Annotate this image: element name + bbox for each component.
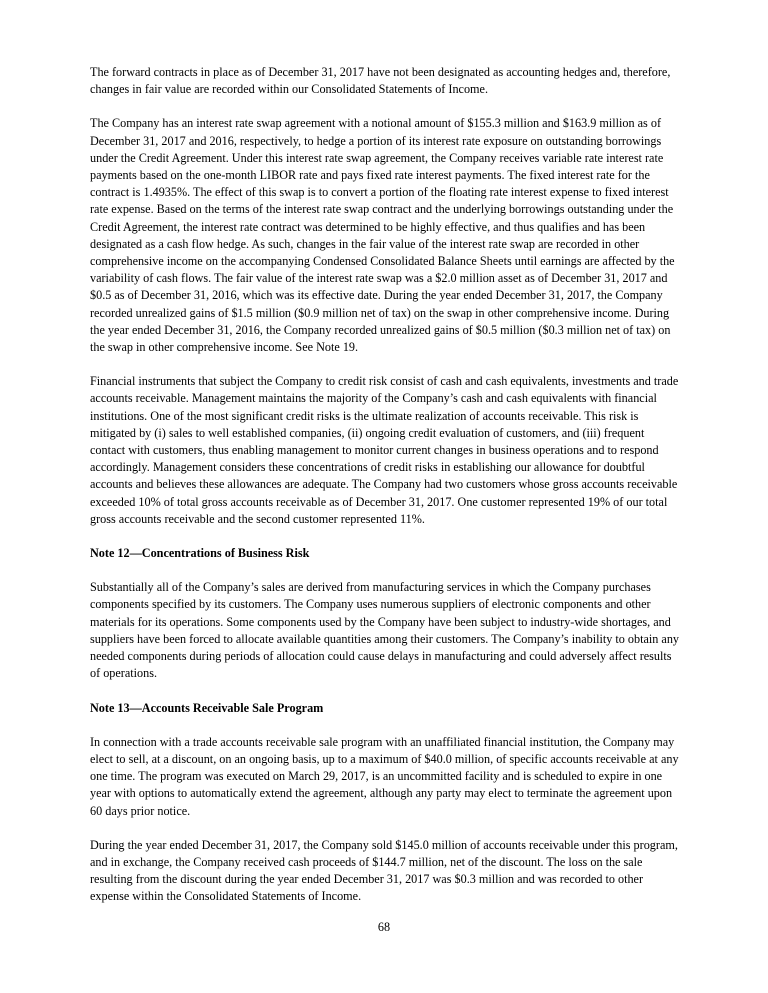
- page-number: 68: [377, 920, 391, 934]
- heading-note-13-accounts-receivable-sale-program: Note 13—Accounts Receivable Sale Program: [90, 700, 324, 715]
- paragraph-credit-risk-concentration: Financial instruments that subject the Company to credit risk consist of cash and cash equivalents, investments and trade accounts receivable. Management maintains the majority of the Company’s cash and cash equivalents with financial institutions. One of the most significant credit risks is the ultimate realization of accounts receivable. This risk is mitigated by (i) sales to well established companies, (ii) ongoing credit evaluation of customers, and (iii) frequent contact with customers, thus enabling management to monitor current changes in business operations and to respond accordingly. Management considers these concentrations of credit risks in establishing our allowance for doubtful accounts and believes these allowances are adequate. The Company had two customers whose gross accounts receivable exceeded 10% of total gross accounts receivable as of December 31, 2017. One customer represented 19% of our total gross accounts receivable and the second customer represented 11%.: [90, 374, 679, 526]
- paragraph-note-13-sales-activity: During the year ended December 31, 2017, the Company sold $145.0 million of accounts receivable under this program, and in exchange, the Company received cash proceeds of $144.7 million, net of the discount. The loss on the sale resulting from the discount during the year ended December 31, 2017 was $0.3 million and was recorded to other expense within the Consolidated Statements of Income.: [90, 837, 678, 904]
- paragraph-note-12-body: Substantially all of the Company’s sales are derived from manufacturing services in which the Company purchases components specified by its customers. The Company uses numerous suppliers of electronic components and other materials for its operations. Some components used by the Company have been subject to industry-wide shortages, and suppliers have been forced to allocate available quantities among their customers. The Company’s inability to obtain any needed components during periods of allocation could cause delays in manufacturing and could adversely affect results of operations.: [90, 580, 680, 681]
- paragraph-note-13-program-terms: In connection with a trade accounts receivable sale program with an unaffiliated financial institution, the Company may elect to sell, at a discount, on an ongoing basis, up to a maximum of $40.0 million, of specific accounts receivable at any one time. The program was executed on March 29, 2017, is an uncommitted facility and is scheduled to expire in one year with options to automatically extend the agreement, although any party may elect to terminate the agreement upon 60 days prior notice.: [90, 734, 679, 818]
- heading-note-12-concentrations-of-business-risk: Note 12—Concentrations of Business Risk: [90, 546, 310, 561]
- paragraph-forward-contracts: The forward contracts in place as of December 31, 2017 have not been designated as accounting hedges and, therefore, changes in fair value are recorded within our Consolidated Statements of Income.: [90, 65, 671, 97]
- document-text-block: [90, 64, 682, 923]
- paragraph-interest-rate-swap: The Company has an interest rate swap agreement with a notional amount of $155.3 million and $163.9 million as of December 31, 2017 and 2016, respectively, to hedge a portion of its interest rate exposure on outstanding borrowings under the Credit Agreement. Under this interest rate swap agreement, the Company receives variable rate interest rate payments based on the one-month LIBOR rate and pays fixed rate interest payments. The fixed interest rate for the contract is 1.4935%. The effect of this swap is to convert a portion of the floating rate interest expense to fixed interest rate expense. Based on the terms of the interest rate swap contract and the underlying borrowings outstanding under the Credit Agreement, the interest rate contract was determined to be highly effective, and thus qualifies and has been designated as a cash flow hedge. As such, changes in the fair value of the interest rate swap are recorded in other comprehensive income on the accompanying Condensed Consolidated Balance Sheets until earnings are affected by the variability of cash flows. The fair value of the interest rate swap was a $2.0 million asset as of December 31, 2017 and $0.5 as of December 31, 2016, which was its effective date. During the year ended December 31, 2017, the Company recorded unrealized gains of $1.5 million ($0.9 million net of tax) on the swap in other comprehensive income. During the year ended December 31, 2016, the Company recorded unrealized gains of $0.5 million ($0.3 million net of tax) on the swap in other comprehensive income. See Note 19.: [90, 116, 675, 355]
